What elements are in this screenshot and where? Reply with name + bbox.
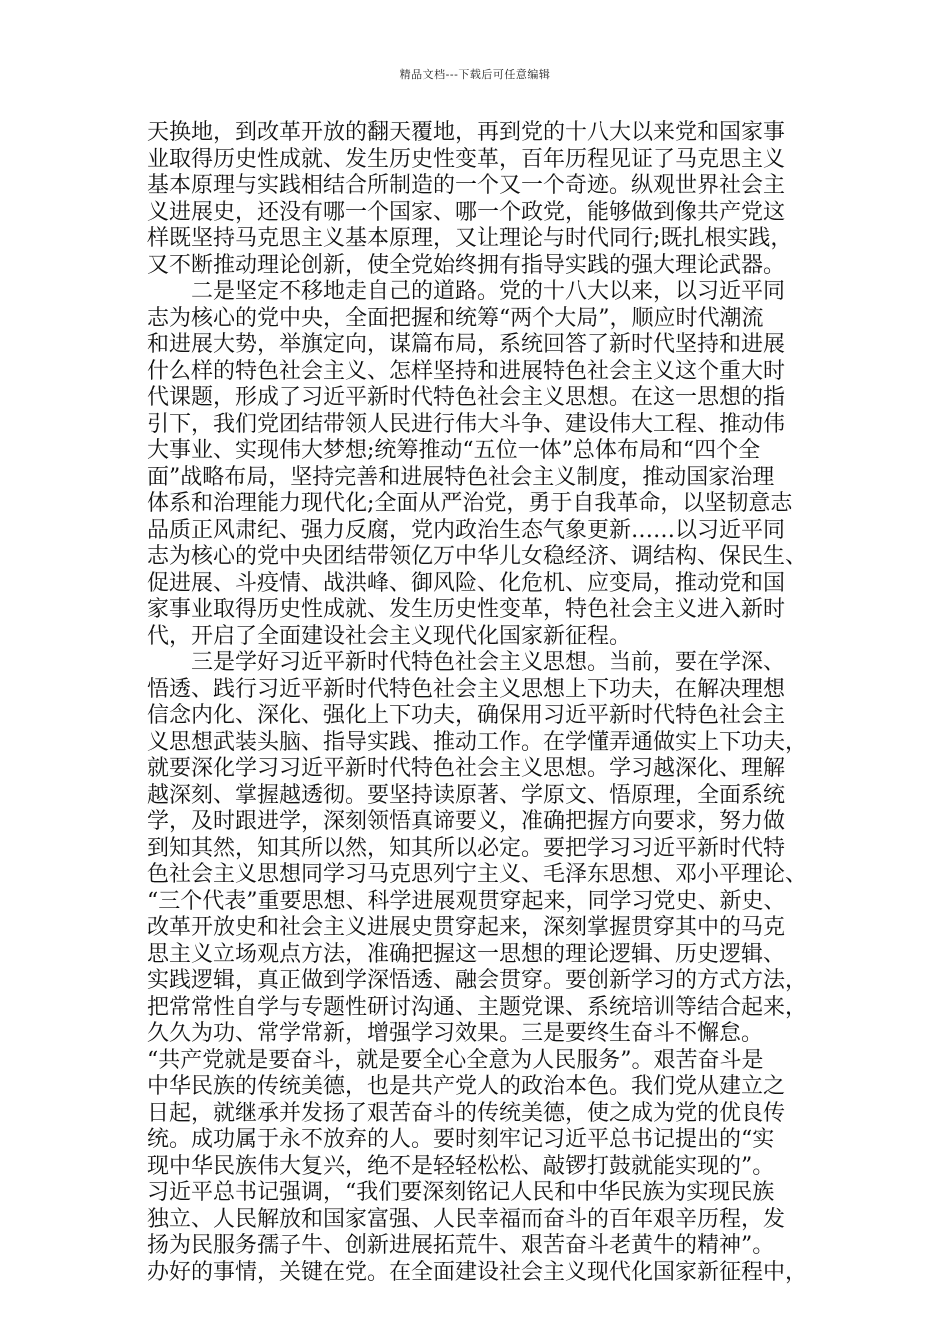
text-line: 学，及时跟进学，深刻领悟真谛要义，准确把握方向要求，努力做 [147,809,786,834]
text-line: 代，开启了全面建设社会主义现代化国家新征程。 [147,623,632,649]
text-line: 信念内化、深化、强化上下功夫，确保用习近平新时代特色社会主 [147,703,786,728]
text-line: 什么样的特色社会主义、怎样坚持和进展特色社会主义这个重大时 [147,358,786,384]
text-line: 面”战略布局，坚持完善和进展特色社会主义制度，推动国家治理 [147,464,775,490]
text-line: 扬为民服务孺子牛、创新进展拓荒牛、艰苦奋斗老黄牛的精神”。 [147,1233,775,1258]
text-line: 大事业、实现伟大梦想;统筹推动“五位一体”总体布局和“四个全 [147,438,761,463]
text-line: 志为核心的党中央，全面把握和统筹“两个大局”，顺应时代潮流 [147,305,764,331]
text-line: 习近平总书记强调，“我们要深刻铭记人民和中华民族为实现民族 [147,1180,775,1205]
text-line: 引下，我们党团结带领人民进行伟大斗争、建设伟大工程、推动伟 [147,411,786,437]
text-line: 业取得历史性成就、发生历史性变革，百年历程见证了马克思主义 [147,146,786,172]
text-line: “三个代表”重要思想、科学进展观贯穿起来，同学习党史、新史、 [147,888,786,914]
text-line: 义进展史，还没有哪一个国家、哪一个政党，能够做到像共产党这 [147,199,786,225]
body-text [147,120,815,1286]
text-line: 中华民族的传统美德，也是共产党人的政治本色。我们党从建立之 [147,1074,786,1099]
text-line: 独立、人民解放和国家富强、人民幸福而奋斗的百年艰辛历程，发 [147,1206,786,1232]
text-line: 统。成功属于永不放弃的人。要时刻牢记习近平总书记提出的“实 [147,1127,775,1152]
text-line: “共产党就是要奋斗，就是要全心全意为人民服务”。艰苦奋斗是 [147,1047,764,1073]
text-line: 又不断推动理论创新，使全党始终拥有指导实践的强大理论武器。 [147,252,786,278]
text-line: 改革开放史和社会主义进展史贯穿起来，深刻掌握贯穿其中的马克 [147,915,786,940]
paragraph-start-line: 三是学好习近平新时代特色社会主义思想。当前，要在学深、 [191,650,786,675]
text-line: 样既坚持马克思主义基本原理，又让理论与时代同行;既扎根实践， [147,226,793,251]
page-header: 精品文档---下载后可任意编辑 [399,68,551,81]
text-line: 色社会主义思想同学习马克思列宁主义、毛泽东思想、邓小平理论、 [147,862,808,887]
text-line: 家事业取得历史性成就、发生历史性变革，特色社会主义进入新时 [147,597,786,622]
text-line: 到知其然，知其所以然，知其所以必定。要把学习习近平新时代特 [147,835,786,861]
text-line: 现中华民族伟大复兴，绝不是轻轻松松、敲锣打鼓就能实现的”。 [147,1153,775,1179]
text-line: 品质正风肃纪、强力反腐，党内政治生态气象更新……以习近平同 [147,517,786,543]
text-line: 越深刻、掌握越透彻。要坚持读原著、学原文、悟原理，全面系统 [147,782,786,808]
text-line: 天换地，到改革开放的翻天覆地，再到党的十八大以来党和国家事 [147,120,786,145]
text-line: 把常常性自学与专题性研讨沟通、主题党课、系统培训等结合起来， [147,994,808,1020]
text-line: 志为核心的党中央团结带领亿万中华儿女稳经济、调结构、保民生、 [147,544,808,569]
paragraph-start-line: 二是坚定不移地走自己的道路。党的十八大以来，以习近平同 [191,279,786,304]
text-line: 促进展、斗疫情、战洪峰、御风险、化危机、应变局，推动党和国 [147,570,786,596]
text-line: 代课题，形成了习近平新时代特色社会主义思想。在这一思想的指 [147,385,786,410]
text-line: 思主义立场观点方法，准确把握这一思想的理论逻辑、历史逻辑、 [147,941,786,967]
text-line: 实践逻辑，真正做到学深悟透、融会贯穿。要创新学习的方式方法， [147,968,808,993]
text-line: 义思想武装头脑、指导实践、推动工作。在学懂弄通做实上下功夫， [147,729,808,755]
text-line: 基本原理与实践相结合所制造的一个又一个奇迹。纵观世界社会主 [147,173,786,198]
text-line: 悟透、践行习近平新时代特色社会主义思想上下功夫，在解决理想 [147,676,786,702]
text-line: 和进展大势，举旗定向，谋篇布局，系统回答了新时代坚持和进展 [147,332,786,357]
text-line: 就要深化学习习近平新时代特色社会主义思想。学习越深化、理解 [147,756,786,781]
text-line: 办好的事情，关键在党。在全面建设社会主义现代化国家新征程中， [147,1259,808,1285]
text-line: 日起，就继承并发扬了艰苦奋斗的传统美德，使之成为党的优良传 [147,1100,786,1126]
text-line: 体系和治理能力现代化;全面从严治党，勇于自我革命，以坚韧意志 [147,491,793,516]
text-line: 久久为功、常学常新，增强学习效果。三是要终生奋斗不懈怠。 [147,1021,764,1046]
